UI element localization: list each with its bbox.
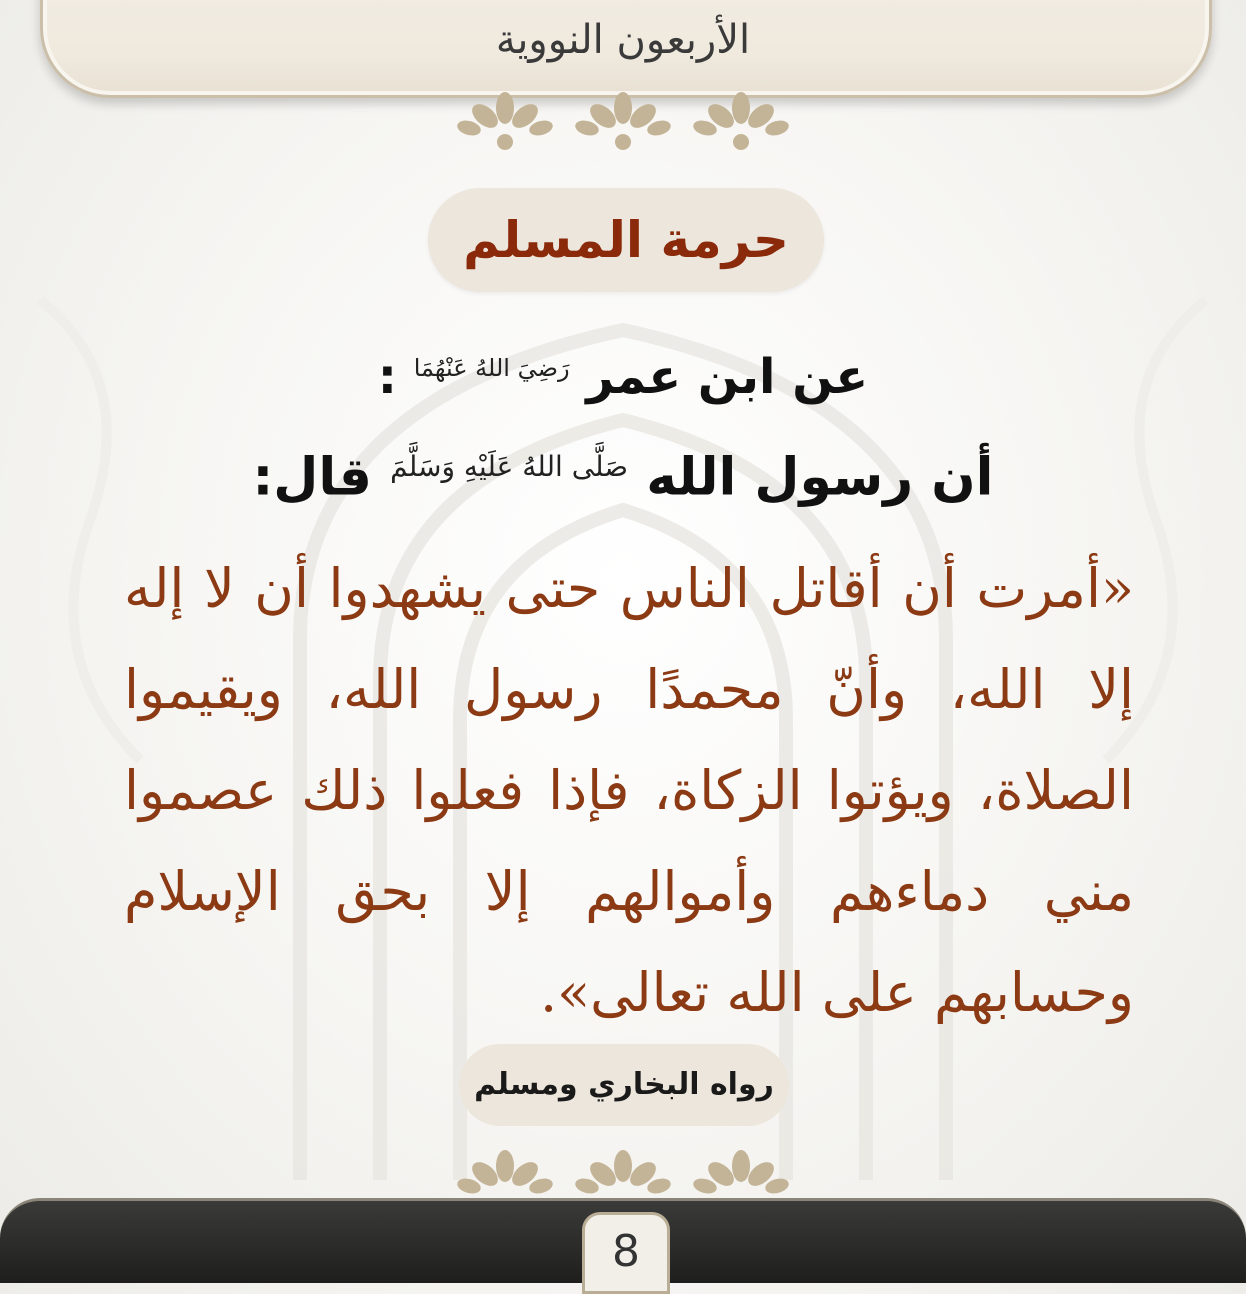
honorific-text: رَضِيَ اللهُ عَنْهُمَا: [413, 354, 570, 382]
hadith-text: «أمرت أن أقاتل الناس حتى يشهدوا أن لا إله إلا الله، وأنّ محمدًا رسول الله، ويقيموا الصلاة، ويؤتوا الزكاة، فإذا فعلوا ذلك عصموا مني دماءهم وأموالهم إلا بحق الإسلام وحسابهم على الله تعالى».: [124, 557, 1134, 1024]
attribution-subject: أن رسول الله: [646, 447, 994, 508]
attribution-verb: قال:: [252, 447, 372, 508]
chapter-title: حرمة المسلم: [463, 211, 789, 269]
top-ornament-icon: [0, 86, 1246, 156]
narrator-line: [0, 336, 1246, 409]
book-title: الأربعون النووية: [495, 17, 751, 63]
attribution-line: [0, 432, 1246, 512]
narrator-name: عن ابن عمر: [586, 349, 869, 405]
page-number: 8: [612, 1226, 640, 1277]
chapter-title-pill: [428, 188, 824, 292]
colon-mark: :: [377, 349, 397, 405]
source-label: رواه البخاري ومسلم: [474, 1067, 774, 1102]
salutation-text: صَلَّى اللهُ عَلَيْهِ وَسَلَّمَ: [390, 450, 629, 483]
source-pill: [459, 1044, 789, 1126]
page-number-box: [582, 1212, 670, 1294]
